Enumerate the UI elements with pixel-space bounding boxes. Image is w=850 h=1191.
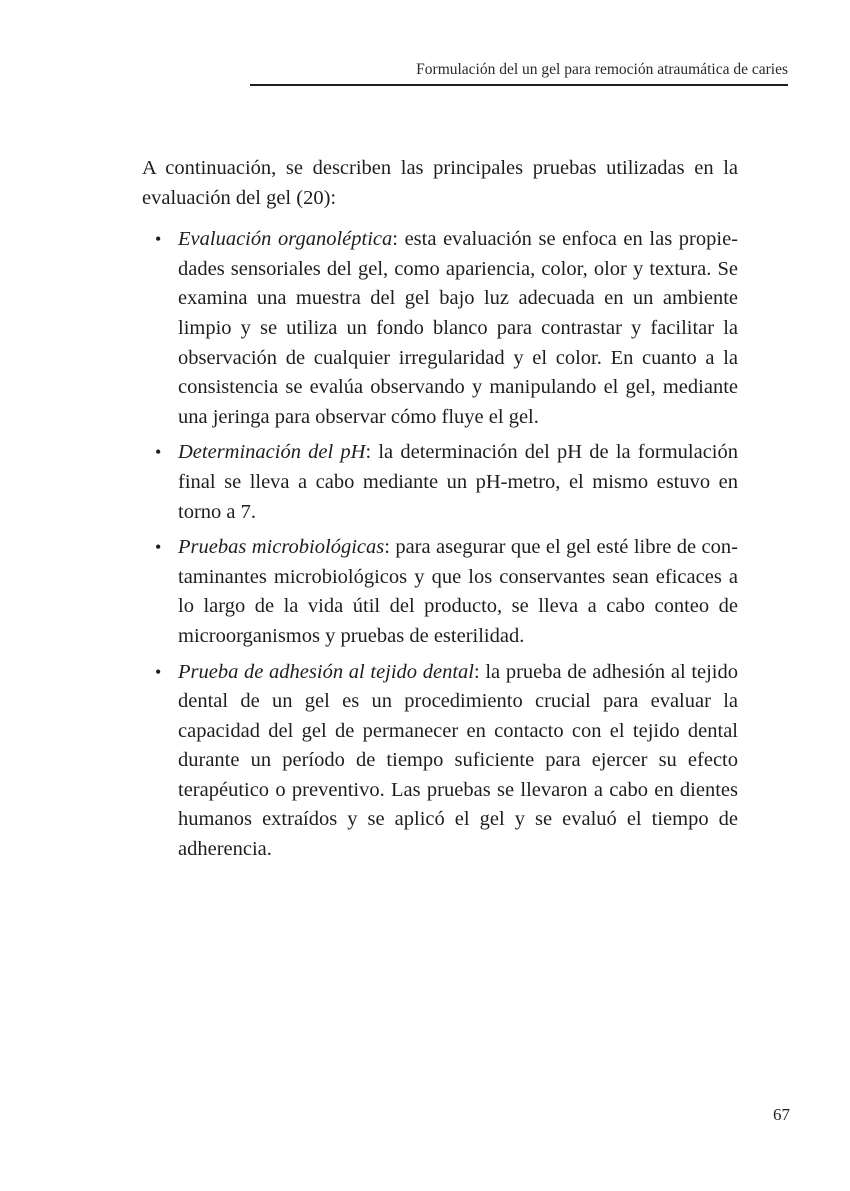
list-item-ph bbox=[142, 438, 738, 527]
test-list bbox=[142, 225, 738, 864]
bullet: • bbox=[155, 537, 162, 558]
item-term: Evaluación organoléptica bbox=[178, 228, 393, 251]
list-item-organoleptic bbox=[142, 225, 738, 432]
list-item-adhesion bbox=[142, 658, 738, 865]
item-text: : para asegurar que el gel esté libre de contaminantes microbiológicos y que los conservantes sean eficaces a lo largo de la vida útil del producto, se lleva a cabo conteo de microorganismos y pruebas de esterilidad. bbox=[178, 536, 738, 647]
body-text bbox=[142, 154, 738, 871]
item-text: : la prueba de adhesión al tejido dental de un gel es un procedimiento crucial para evaluar la capacidad del gel de permanecer en contacto con el tejido dental durante un período de tiempo suficiente para ejercer su efecto terapéutico o preventivo. Las pruebas se llevaron a cabo en dientes humanos extraídos y se aplicó el gel y se evaluó el tiempo de adherencia. bbox=[178, 660, 739, 861]
bullet: • bbox=[155, 661, 162, 682]
list-item-microbiological bbox=[142, 533, 738, 651]
item-term: Pruebas microbiológicas bbox=[178, 536, 385, 559]
page-number: 67 bbox=[773, 1105, 790, 1124]
header-rule bbox=[250, 84, 788, 86]
item-text: : esta evaluación se enfoca en las propiedades sensoriales del gel, como apariencia, color, olor y textura. Se examina una muestra del gel bajo luz adecuada en un ambiente limpio y se utiliza un fondo blanco para contrastar y facilitar la observación de cualquier irregularidad y el color. En cuanto a la consistencia se evalúa observando y manipulando el gel, mediante una jeringa para observar cómo fluye el gel. bbox=[178, 228, 738, 428]
running-header: Formulación del un gel para remoción atraumática de caries bbox=[416, 61, 788, 78]
item-text: : la determinación del pH de la formulación final se lleva a cabo mediante un pH-metro, el mismo estuvo en torno a 7. bbox=[178, 441, 738, 523]
bullet: • bbox=[155, 229, 162, 250]
intro-paragraph: A continuación, se describen las principales pruebas utilizadas en la evaluación del gel (20): bbox=[142, 157, 738, 209]
item-term: Prueba de adhesión al tejido dental bbox=[178, 660, 474, 683]
item-term: Determinación del pH bbox=[178, 441, 366, 464]
bullet: • bbox=[155, 442, 162, 463]
